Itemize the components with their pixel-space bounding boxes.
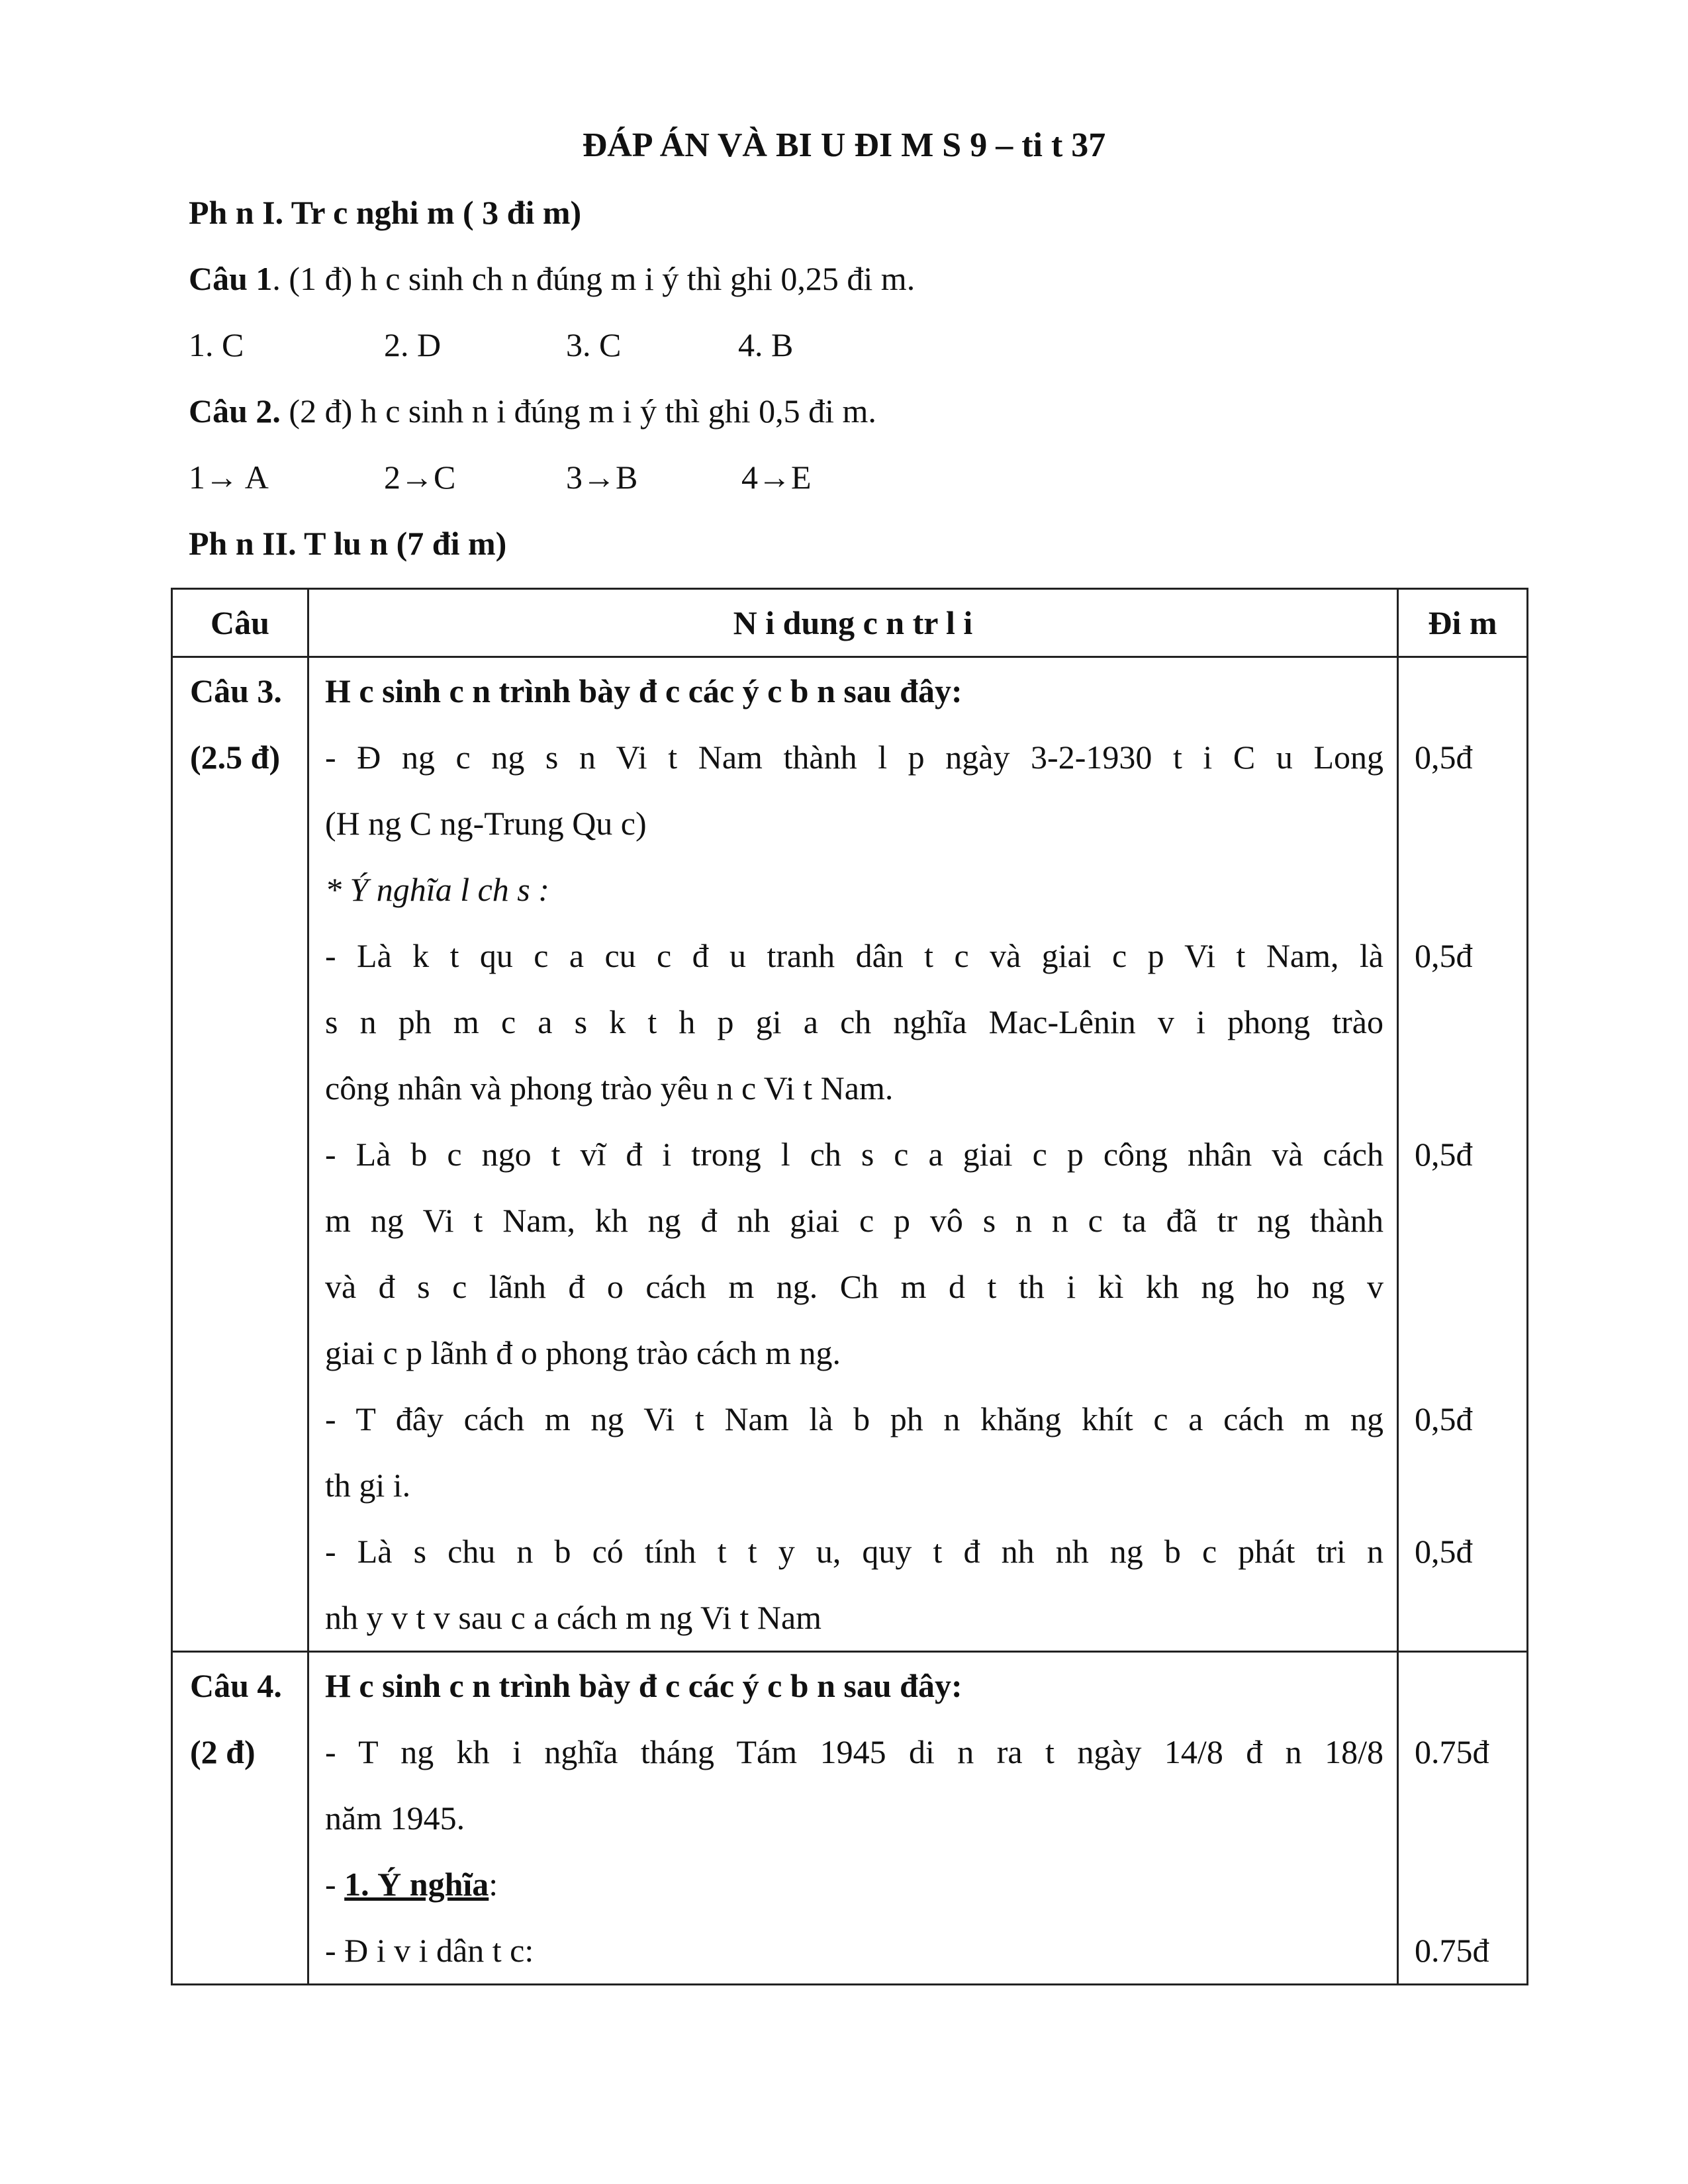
q3-diem-line-9 <box>1399 1253 1526 1320</box>
q4-diem-line-1: 0.75đ <box>1415 1733 1489 1770</box>
q3-diem-line-4: 0,5đ <box>1415 937 1473 974</box>
q1-line <box>189 259 915 298</box>
q3-diem-line-6 <box>1399 1055 1526 1121</box>
q1-label: Câu 1 <box>189 260 273 297</box>
q3-diem-line-12 <box>1399 1452 1526 1518</box>
q3-diem-line-2 <box>1399 790 1526 856</box>
table-header-row <box>172 589 1528 657</box>
q3-diem-line-10 <box>1399 1320 1526 1386</box>
q4-diem-line-3 <box>1399 1851 1526 1917</box>
q3-diem-line-5 <box>1399 989 1526 1055</box>
q3-cau-points: (2.5 đ) <box>190 739 281 776</box>
q1-answer-4: 4. B <box>738 326 794 363</box>
q3-points-cell <box>1398 657 1528 1652</box>
q3-diem-line-8 <box>1399 1187 1526 1253</box>
q3-noi-line-4: - Là k t qu c a cu c đ u tranh dân t c và giai c p Vi t Nam, là <box>325 937 1383 974</box>
page-title: ĐÁP ÁN VÀ BI U ĐI M S 9 – ti t 37 <box>582 126 1106 164</box>
q4-y-nghia-heading: 1. Ý nghĩa <box>344 1866 489 1903</box>
q3-noi-line-3: * Ý nghĩa l ch s : <box>325 871 549 908</box>
q2-answer-1: 1→ A <box>189 459 269 496</box>
q2-answer-3: 3→B <box>566 459 638 496</box>
q4-cau-cell <box>172 1652 308 1985</box>
header-cau: Câu <box>172 589 308 657</box>
q4-noi-line-0: H c sinh c n trình bày đ c các ý c b n sau đây: <box>325 1667 962 1704</box>
q3-diem-line-14 <box>1399 1584 1526 1651</box>
q4-diem-line-0 <box>1399 1653 1526 1719</box>
q3-noi-line-10: giai c p lãnh đ o phong trào cách m ng. <box>325 1334 841 1371</box>
part1-heading: Ph n I. Tr c nghi m ( 3 đi m) <box>189 194 582 231</box>
q2-answer-4: 4→E <box>741 459 812 496</box>
q3-cau-cell <box>172 657 308 1652</box>
q4-noi-line-4: - Đ i v i dân t c: <box>325 1932 534 1969</box>
q3-noi-line-12: th gi i. <box>325 1467 411 1504</box>
answer-table <box>171 588 1528 1985</box>
q4-diem-line-2 <box>1399 1785 1526 1851</box>
q3-diem-line-3 <box>1399 856 1526 923</box>
q3-diem-line-1: 0,5đ <box>1415 739 1473 776</box>
part2-heading: Ph n II. T lu n (7 đi m) <box>189 525 507 562</box>
q3-noi-line-14: nh y v t v sau c a cách m ng Vi t Nam <box>325 1599 822 1636</box>
q3-diem-line-0 <box>1399 658 1526 724</box>
q4-heading-suffix: : <box>489 1866 498 1903</box>
header-noi-dung: N i dung c n tr l i <box>308 589 1398 657</box>
q3-diem-line-11: 0,5đ <box>1415 1400 1473 1437</box>
q3-noi-line-2: (H ng C ng-Trung Qu c) <box>325 805 647 842</box>
q4-noi-line-3 <box>309 1851 1397 1917</box>
q2-text: (2 đ) h c sinh n i đúng m i ý thì ghi 0,5 đi m. <box>280 392 876 430</box>
q4-content-cell <box>308 1652 1398 1985</box>
q3-noi-line-1: - Đ ng c ng s n Vi t Nam thành l p ngày 3-2-1930 t i C u Long <box>325 739 1383 776</box>
table-row-q3 <box>172 657 1528 1652</box>
q1-answer-1: 1. C <box>189 326 244 363</box>
q4-cau-points: (2 đ) <box>190 1733 256 1770</box>
q3-noi-line-8: m ng Vi t Nam, kh ng đ nh giai c p vô s n n c ta đã tr ng thành <box>325 1202 1383 1239</box>
q1-text: . (1 đ) h c sinh ch n đúng m i ý thì ghi 0,25 đi m. <box>272 260 915 297</box>
q3-cau-label: Câu 3. <box>190 672 282 709</box>
q3-diem-line-7: 0,5đ <box>1415 1136 1473 1173</box>
q3-noi-line-5: s n ph m c a s k t h p gi a ch nghĩa Mac-Lênin v i phong trào <box>325 1003 1383 1040</box>
q3-noi-line-11: - T đây cách m ng Vi t Nam là b ph n khăng khít c a cách m ng <box>325 1400 1383 1437</box>
table-row-q4 <box>172 1652 1528 1985</box>
q3-noi-line-6: công nhân và phong trào yêu n c Vi t Nam. <box>325 1069 894 1107</box>
q2-line <box>189 392 876 430</box>
q1-answer-2: 2. D <box>384 326 442 363</box>
q3-noi-line-9: và đ s c lãnh đ o cách m ng. Ch m d t th i kì kh ng ho ng v <box>325 1268 1383 1305</box>
q4-diem-line-4: 0.75đ <box>1415 1932 1489 1969</box>
q4-noi-line-1: - T ng kh i nghĩa tháng Tám 1945 di n ra t ngày 14/8 đ n 18/8 <box>325 1733 1383 1770</box>
q4-points-cell <box>1398 1652 1528 1985</box>
q4-cau-label: Câu 4. <box>190 1667 282 1704</box>
q3-noi-line-13: - Là s chu n b có tính t t y u, quy t đ nh nh ng b c phát tri n <box>325 1533 1383 1570</box>
q2-answer-2: 2→C <box>384 459 456 496</box>
q2-label: Câu 2. <box>189 392 281 430</box>
q1-answer-3: 3. C <box>566 326 622 363</box>
q3-noi-line-7: - Là b c ngo t vĩ đ i trong l ch s c a giai c p công nhân và cách <box>325 1136 1383 1173</box>
q3-diem-line-13: 0,5đ <box>1415 1533 1473 1570</box>
q4-heading-prefix: - <box>325 1866 345 1903</box>
header-diem: Đi m <box>1398 589 1528 657</box>
q3-content-cell <box>308 657 1398 1652</box>
q4-noi-line-2: năm 1945. <box>325 1799 465 1837</box>
q3-noi-line-0: H c sinh c n trình bày đ c các ý c b n sau đây: <box>325 672 962 709</box>
